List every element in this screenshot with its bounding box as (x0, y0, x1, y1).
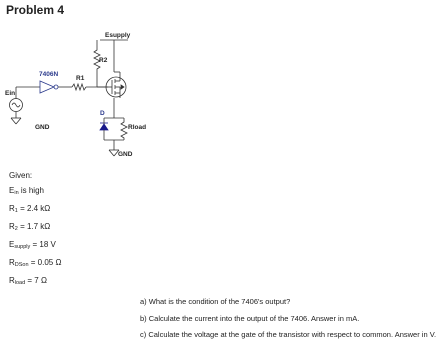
problem-title: Problem 4 (6, 3, 65, 17)
given-r1: R1 = 2.4 kΩ (9, 204, 51, 214)
ac-source-wave (12, 103, 20, 107)
question-b: b) Calculate the current into the output of the 7406. Answer in mA. (140, 313, 360, 323)
d-label: D (100, 110, 105, 117)
r1-label: R1 (76, 75, 85, 82)
questions-list (140, 294, 436, 344)
resistor-r2-icon (94, 46, 100, 87)
question-a: a) What is the condition of the 7406's output? (140, 297, 291, 306)
r2-label: R2 (99, 57, 108, 64)
rload-label: Rload (128, 124, 147, 131)
given-section (9, 168, 61, 291)
esupply-label: Esupply (105, 32, 131, 39)
gnd-left-label: GND (35, 124, 50, 131)
ein-label: Ein (5, 90, 16, 97)
given-rdson: RDSon = 0.05 Ω (9, 258, 62, 268)
diode-icon (100, 124, 108, 130)
given-ein: Ein is high (9, 186, 44, 196)
inverter-7406-icon (40, 81, 54, 93)
gnd-right-label: GND (118, 151, 133, 158)
given-r2: R2 = 1.7 kΩ (9, 222, 51, 232)
resistor-rload-icon (121, 118, 127, 140)
chip-label: 7406N (39, 71, 59, 78)
given-esupply: Esupply = 18 V (9, 240, 56, 250)
given-rload: Rload = 7 Ω (9, 276, 47, 286)
question-c: c) Calculate the voltage at the gate of the transistor with respect to common. Answer in V. (140, 330, 436, 339)
resistor-r1-icon (72, 84, 86, 90)
given-heading: Given: (9, 171, 33, 180)
